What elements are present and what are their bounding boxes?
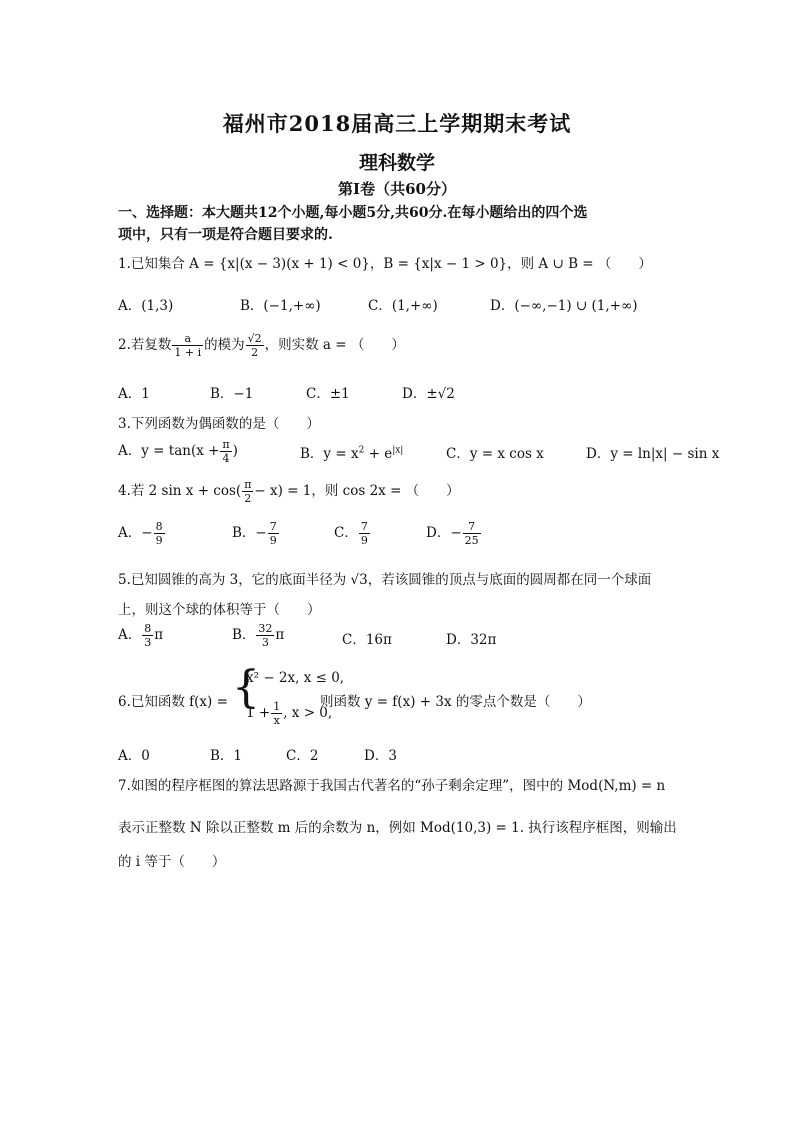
q5-option-b <box>232 622 284 649</box>
q2-stem-mid: 的模为 <box>204 337 245 353</box>
q1-option-b: B．(−1,+∞) <box>240 298 321 314</box>
q5-optA-num: 8 <box>144 622 152 635</box>
q2-option-a: A．1 <box>118 386 150 402</box>
q4-optC-fraction <box>359 520 370 547</box>
q2-option-c: C．±1 <box>306 386 350 402</box>
q5-optB-after: π <box>275 627 285 643</box>
q4-optB-fraction <box>268 520 279 547</box>
q2-frac2-num: √2 <box>247 332 262 345</box>
q5-optB-num: 32 <box>258 622 273 635</box>
q5-option-c: C．16π <box>342 632 392 648</box>
q2-stem-suffix: ，则实数 a = （ ） <box>264 337 405 353</box>
q3-option-d: D．y = ln|x| − sin x <box>586 446 720 462</box>
q2-frac1-den: 1 + i <box>174 346 202 359</box>
q1-option-c: C．(1,+∞) <box>368 298 438 314</box>
q3-optA-prefix: A．y = tan(x + <box>118 443 220 459</box>
q4-stem-den: 2 <box>244 492 252 505</box>
q4-option-b <box>232 520 280 547</box>
q7-stem-line1: 7.如图的程序框图的算法思路源于我国古代著名的“孙子剩余定理”，图中的 Mod(N,m) = n <box>118 778 666 794</box>
q6-case-1: x² − 2x, x ≤ 0, <box>246 670 345 686</box>
q5-optA-label: A． <box>118 627 142 643</box>
q7-stem-line2: 表示正整数 N 除以正整数 m 后的余数为 n，例如 Mod(10,3) = 1. 执行该程序框图，则输出 <box>118 820 677 836</box>
q4-optC-label: C． <box>334 525 358 541</box>
q3-optA-fraction <box>220 438 231 465</box>
q5-option-a <box>118 622 163 649</box>
q6-option-b: B．1 <box>210 748 243 764</box>
part-title: 第Ⅰ卷（共60分） <box>338 180 456 198</box>
q4-optD-label: D．− <box>426 525 462 541</box>
q4-option-d <box>426 520 482 547</box>
q3-optA-suffix: ) <box>232 443 238 459</box>
q6-case2-num: 1 <box>273 700 281 713</box>
q4-optC-num: 7 <box>360 520 368 533</box>
q6-case2-suffix: , x > 0, <box>283 705 333 721</box>
q2-option-b: B．−1 <box>210 386 254 402</box>
q2-frac1-num: a <box>172 332 203 346</box>
section-instruction-2: 项中，只有一项是符合题目要求的. <box>118 227 333 243</box>
q3-stem: 3.下列函数为偶函数的是（ ） <box>118 416 320 432</box>
q4-optB-den: 9 <box>269 534 277 547</box>
section-instruction-1: 一、选择题：本大题共12个小题,每小题5分,共60分.在每小题给出的四个选 <box>118 205 588 221</box>
q4-optB-label: B．− <box>232 525 267 541</box>
q3-optA-den: 4 <box>222 452 230 465</box>
q3-optB-exp1: 2 <box>358 445 365 456</box>
q4-stem-fraction <box>242 478 253 505</box>
q5-optA-after: π <box>154 627 164 643</box>
subject-title: 理科数学 <box>358 152 435 174</box>
q7-stem-line3: 的 i 等于（ ） <box>118 854 226 870</box>
q3-option-c: C．y = x cos x <box>446 446 544 462</box>
q6-option-a: A．0 <box>118 748 150 764</box>
q4-option-a <box>118 520 166 547</box>
q4-optA-den: 9 <box>155 534 163 547</box>
q3-option-b <box>300 442 403 462</box>
q4-option-c <box>334 520 371 547</box>
q4-stem <box>118 478 460 505</box>
q5-stem-line2: 上，则这个球的体积等于（ ） <box>118 602 321 618</box>
q5-optB-label: B． <box>232 627 256 643</box>
q4-optD-den: 25 <box>464 534 479 547</box>
q5-optA-den: 3 <box>144 636 152 649</box>
q6-brace-icon: { <box>232 662 260 713</box>
q5-optB-fraction <box>256 622 274 649</box>
q6-option-d: D．3 <box>364 748 397 764</box>
q5-option-d: D．32π <box>446 632 497 648</box>
q3-optB-exp2: |x| <box>392 445 404 456</box>
q6-stem-prefix: 6.已知函数 f(x) = <box>118 694 228 710</box>
q4-optA-num: 8 <box>155 520 163 533</box>
q4-optD-num: 7 <box>463 520 481 534</box>
q4-optA-fraction <box>154 520 165 547</box>
q4-stem-num: π <box>244 478 252 491</box>
q6-case2-den: x <box>273 714 280 727</box>
q2-stem-prefix: 2.若复数 <box>118 337 172 353</box>
q6-case2-fraction <box>271 700 282 727</box>
q3-optB-mid: + e <box>364 446 393 462</box>
q5-stem-line1: 5.已知圆锥的高为 3，它的底面半径为 √3，若该圆锥的顶点与底面的圆周都在同一个球面 <box>118 572 652 588</box>
q2-stem <box>118 332 405 359</box>
q4-stem-suffix: − x) = 1，则 cos 2x = （ ） <box>254 483 460 499</box>
q2-frac2-den: 2 <box>251 346 259 359</box>
exam-title: 福州市2018届高三上学期期末考试 <box>222 111 572 136</box>
q6-option-c: C．2 <box>286 748 319 764</box>
q2-fraction-2 <box>246 332 264 359</box>
q1-stem: 1.已知集合 A = {x|(x − 3)(x + 1) < 0}，B = {x|x − 1 > 0}，则 A ∪ B = （ ） <box>118 256 652 272</box>
q3-optA-num: π <box>222 438 230 451</box>
q4-optA-label: A．− <box>118 525 153 541</box>
q2-fraction-1 <box>172 332 203 359</box>
q5-optA-fraction <box>142 622 153 649</box>
q3-option-a <box>118 438 238 465</box>
q5-optB-den: 3 <box>261 636 269 649</box>
q6-case2-prefix: 1 + <box>246 705 271 721</box>
q4-stem-prefix: 4.若 2 sin x + cos( <box>118 483 242 499</box>
q4-optD-fraction <box>463 520 481 547</box>
q4-optC-den: 9 <box>360 534 368 547</box>
q1-option-a: A．(1,3) <box>118 298 174 314</box>
q1-option-d: D．(−∞,−1) ∪ (1,+∞) <box>490 298 638 314</box>
q2-option-d: D．±√2 <box>402 386 455 402</box>
q4-optB-num: 7 <box>269 520 277 533</box>
q3-optB-base: B．y = x <box>300 446 359 462</box>
q6-stem-suffix: 则函数 y = f(x) + 3x 的零点个数是（ ） <box>320 694 591 710</box>
